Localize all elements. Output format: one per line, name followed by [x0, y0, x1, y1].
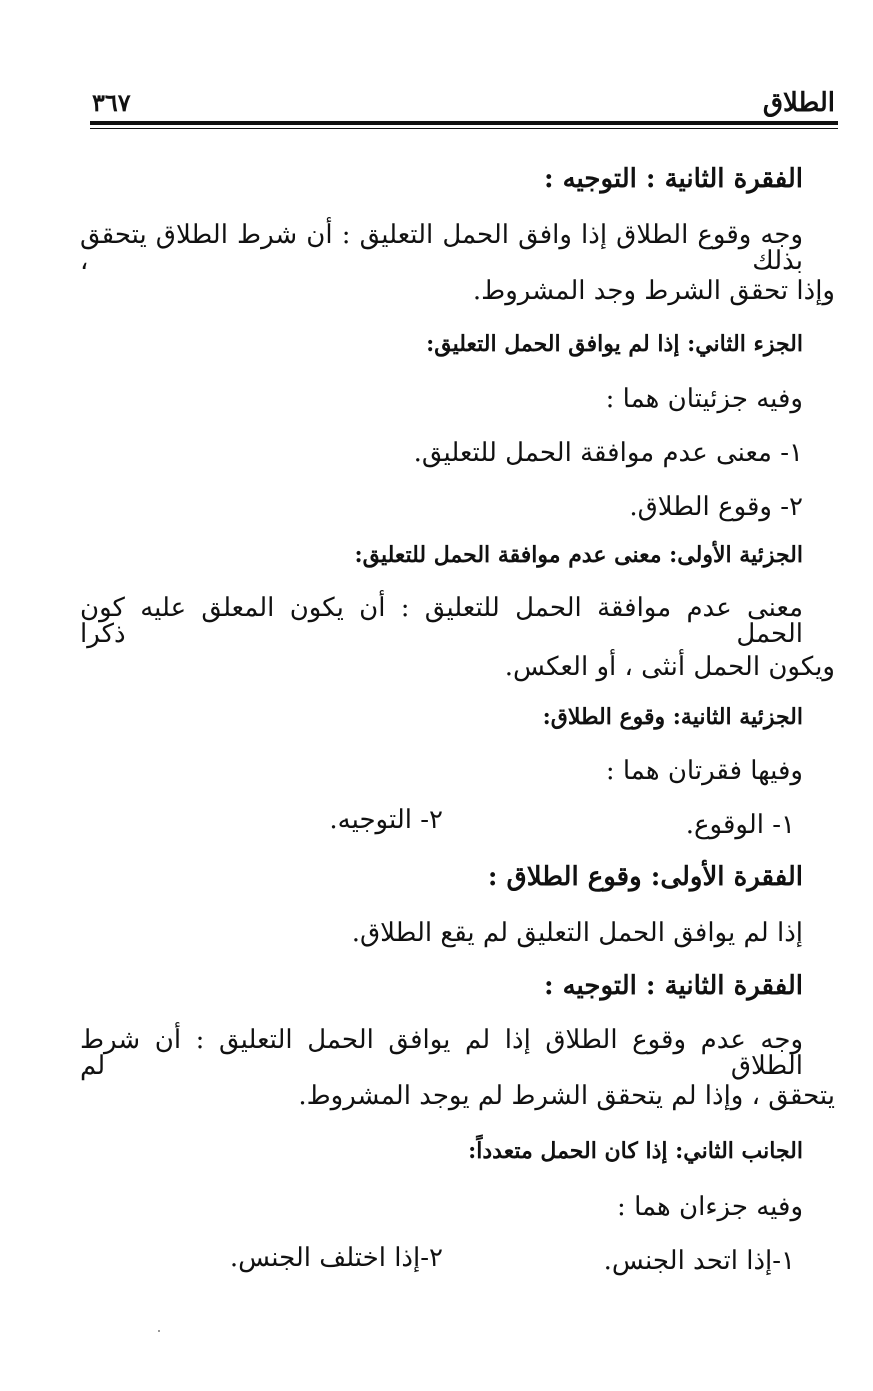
scan-speck	[158, 1330, 160, 1332]
header-rule-thick	[90, 121, 838, 125]
body-text-line: إذا لم يوافق الحمل التعليق لم يقع الطلاق.	[351, 918, 803, 948]
heading-second-paragraph-direction: الفقرة الثانية : التوجيه :	[543, 971, 803, 1001]
list-item: ١- الوقوع.	[685, 810, 795, 840]
body-text-line: وإذا تحقق الشرط وجد المشروط.	[472, 276, 835, 306]
list-item: ٢- التوجيه.	[329, 805, 443, 835]
heading-second-side: الجانب الثاني: إذا كان الحمل متعدداً:	[468, 1138, 803, 1164]
body-text-line: وفيها فقرتان هما :	[605, 756, 803, 786]
header-rule-thin	[90, 128, 838, 129]
list-item: ٢-إذا اختلف الجنس.	[229, 1243, 443, 1273]
list-item: ٢- وقوع الطلاق.	[629, 492, 803, 522]
body-text-line: ويكون الحمل أنثى ، أو العكس.	[504, 652, 835, 682]
body-text-line: معنى عدم موافقة الحمل للتعليق : أن يكون المعلق عليه كون الحمل ذكرا	[80, 593, 803, 649]
heading-second-subpart: الجزئية الثانية: وقوع الطلاق:	[542, 704, 803, 730]
heading-second-part: الجزء الثاني: إذا لم يوافق الحمل التعليق:	[426, 331, 803, 357]
body-text-line: وجه وقوع الطلاق إذا وافق الحمل التعليق : أن شرط الطلاق يتحقق بذلك ،	[80, 220, 803, 276]
running-header-title: الطلاق	[762, 88, 835, 118]
list-item: ١-إذا اتحد الجنس.	[603, 1246, 795, 1276]
body-text-line: وجه عدم وقوع الطلاق إذا لم يوافق الحمل التعليق : أن شرط الطلاق لم	[80, 1025, 803, 1081]
body-text-line: يتحقق ، وإذا لم يتحقق الشرط لم يوجد المشروط.	[298, 1081, 835, 1111]
heading-first-subpart: الجزئية الأولى: معنى عدم موافقة الحمل للتعليق:	[354, 542, 803, 568]
heading-first-paragraph-occurrence: الفقرة الأولى: وقوع الطلاق :	[487, 862, 803, 892]
page-number: ٣٦٧	[92, 88, 131, 117]
body-text-line: وفيه جزئيتان هما :	[605, 384, 803, 414]
list-item: ١- معنى عدم موافقة الحمل للتعليق.	[413, 438, 803, 468]
body-text-line: وفيه جزءان هما :	[617, 1192, 803, 1222]
heading-second-paragraph-direction: الفقرة الثانية : التوجيه :	[543, 164, 803, 194]
